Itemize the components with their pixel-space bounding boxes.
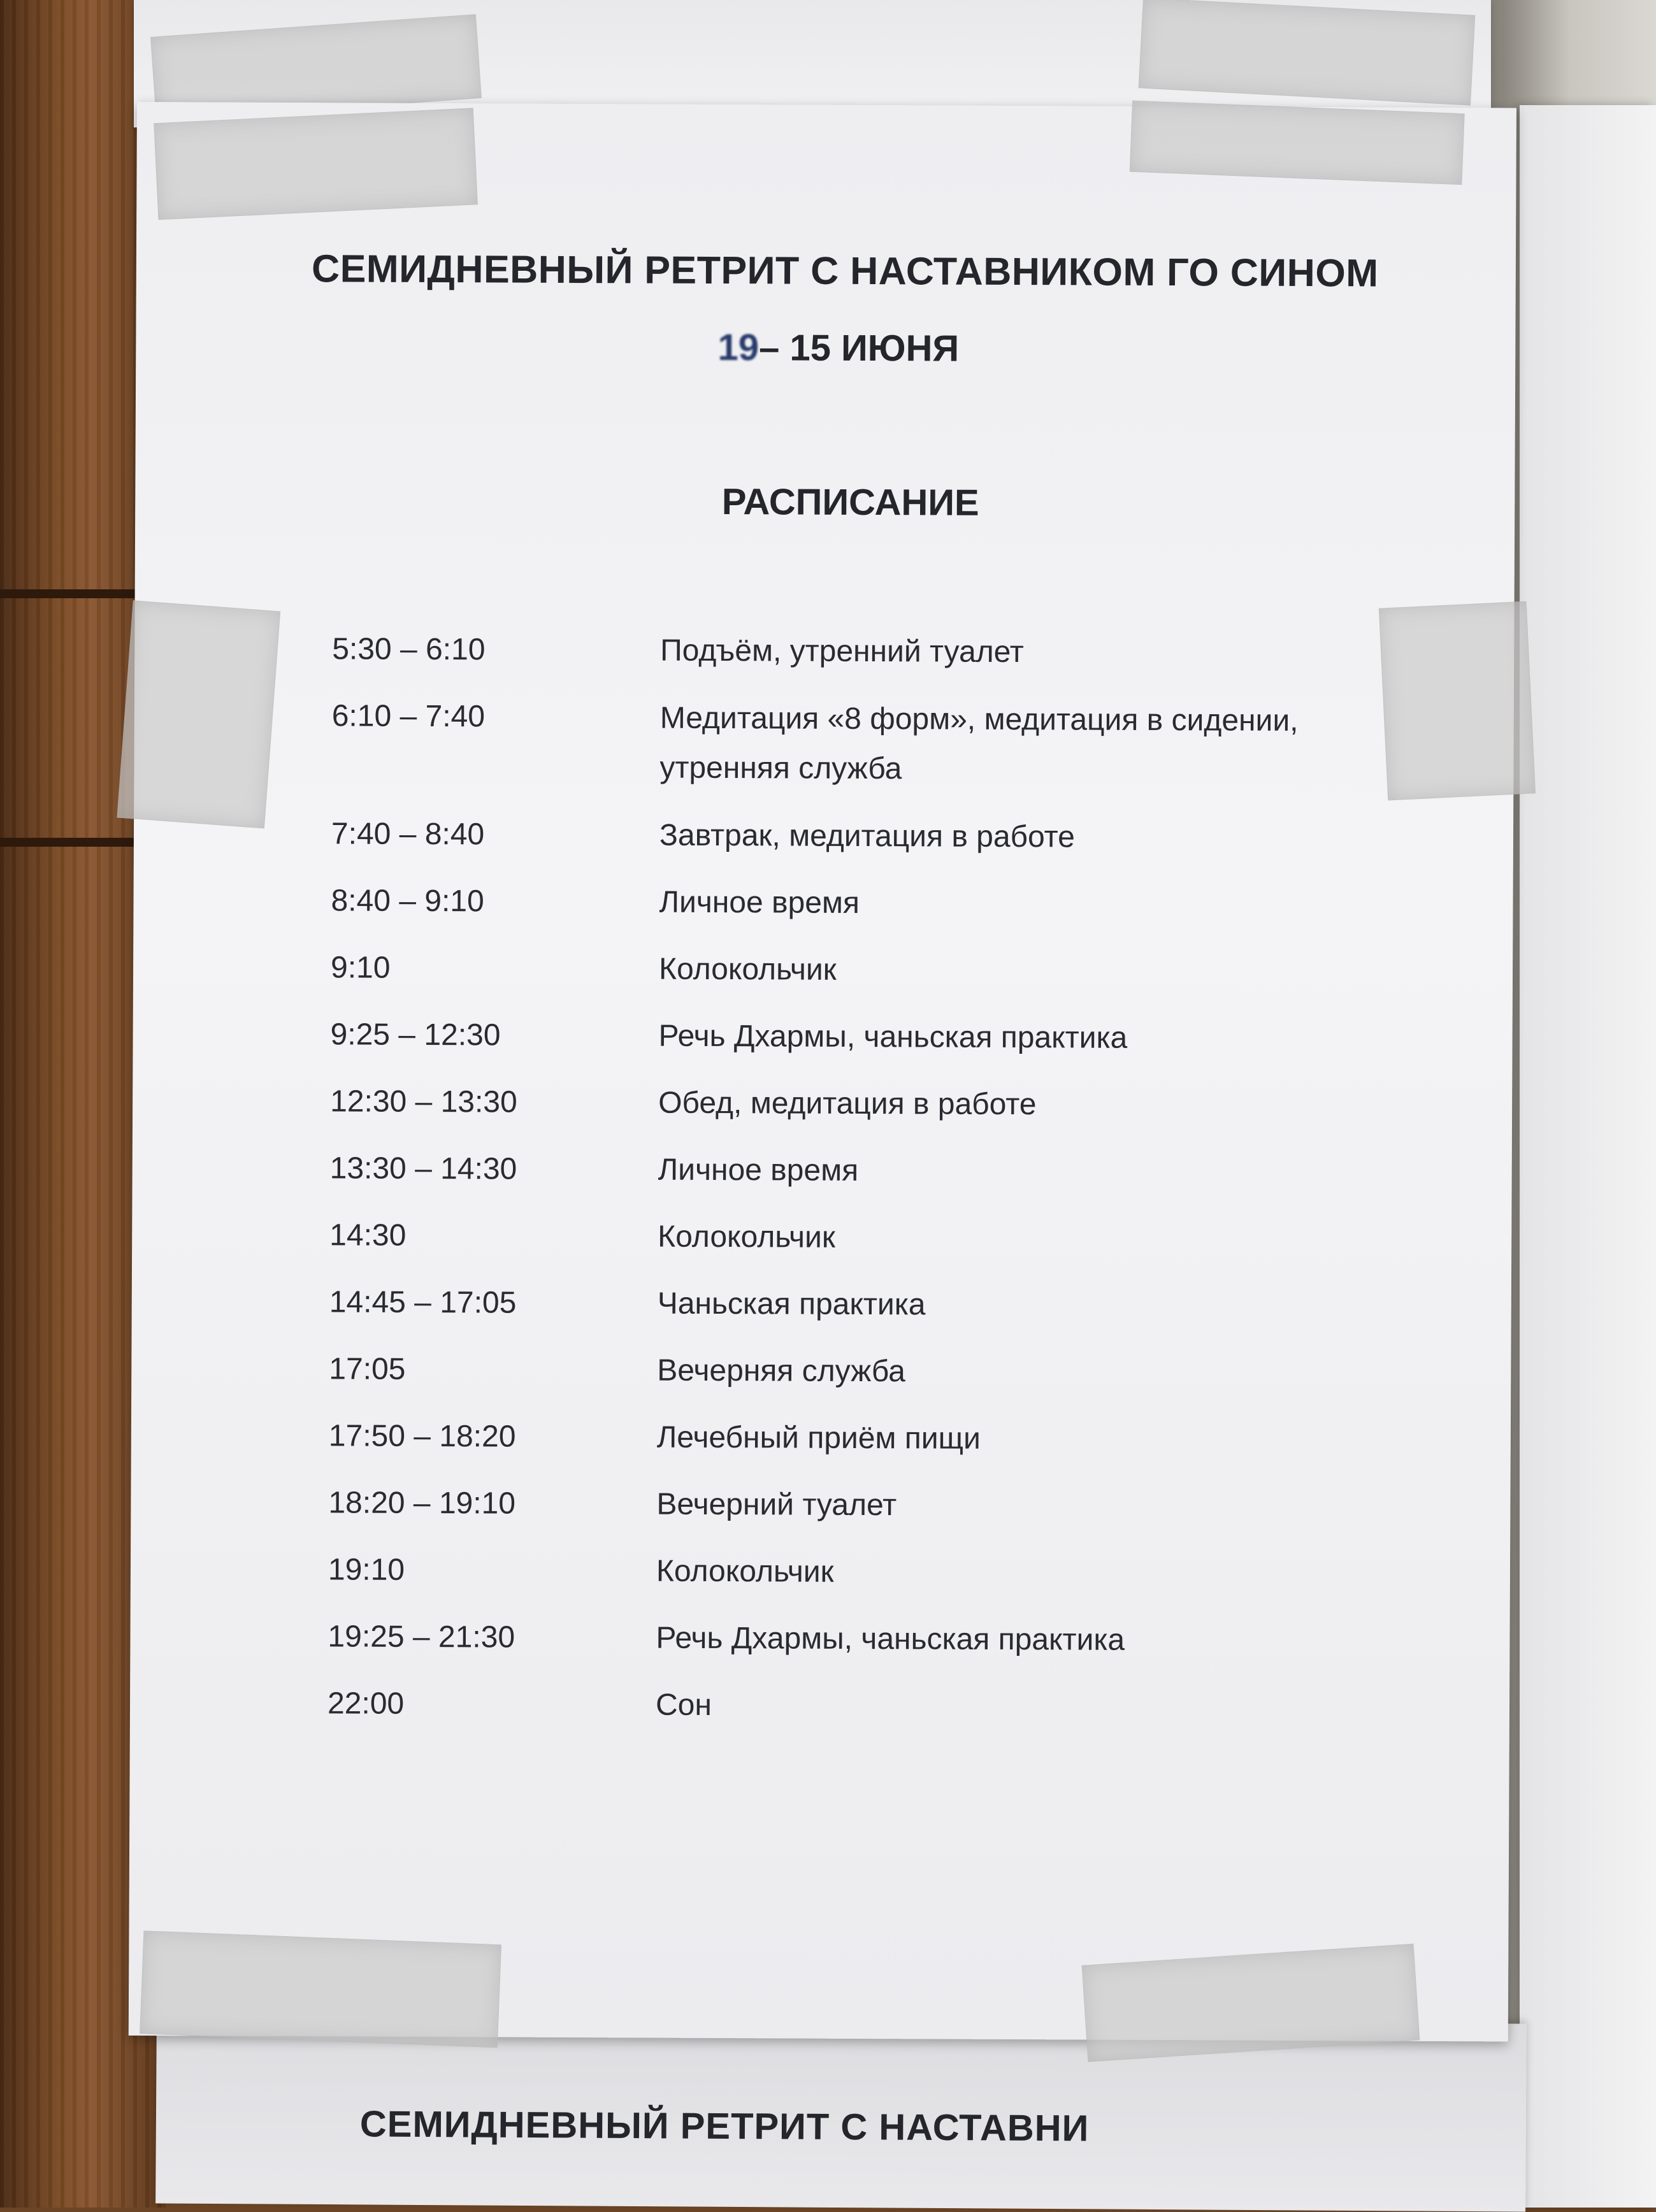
notice-title: СЕМИДНЕВНЫЙ РЕТРИТ С НАСТАВНИКОМ ГО СИНОМ: [311, 247, 1379, 295]
schedule-time: 7:40 – 8:40: [331, 817, 485, 852]
schedule-notice: [129, 102, 1516, 2041]
schedule-activity: Сон: [655, 1688, 712, 1722]
notice-dates: [136, 324, 1515, 372]
tape-strip: [154, 108, 478, 220]
schedule-row: [329, 1345, 1476, 1398]
schedule-row: [328, 1479, 1475, 1532]
schedule-time: 22:00: [327, 1686, 405, 1721]
schedule-activity: Подъём, утренний туалет: [660, 633, 1024, 670]
schedule-time: 5:30 – 6:10: [332, 632, 486, 667]
schedule-activity: Колокольчик: [658, 1219, 836, 1254]
schedule-row: [331, 877, 1478, 930]
tape-strip: [140, 1930, 501, 2048]
schedule-activity: Медитация «8 форм», медитация в сидении, утренняя служба: [659, 701, 1299, 786]
handwritten-correction: 19: [717, 326, 760, 369]
schedule-activity: Колокольчик: [656, 1554, 834, 1589]
schedule-row: [331, 692, 1479, 796]
schedule-time: 19:25 – 21:30: [328, 1620, 515, 1655]
schedule-table: [328, 625, 1480, 1751]
schedule-time: 17:05: [329, 1352, 406, 1386]
schedule-time: 8:40 – 9:10: [331, 884, 484, 919]
tape-strip: [117, 600, 280, 828]
schedule-row: [328, 1612, 1474, 1666]
schedule-row: [330, 1077, 1477, 1131]
schedule-row: [328, 1546, 1475, 1599]
schedule-time: 17:50 – 18:20: [328, 1419, 516, 1454]
schedule-row: [329, 1412, 1476, 1465]
schedule-activity: Личное время: [659, 885, 860, 920]
schedule-row: [330, 1144, 1477, 1198]
tape-strip: [1130, 101, 1465, 185]
schedule-activity: Чаньская практика: [657, 1286, 926, 1322]
schedule-activity: Завтрак, медитация в работе: [659, 818, 1076, 854]
schedule-row: [328, 1679, 1474, 1733]
schedule-row: [331, 944, 1478, 997]
next-sheet-title: СЕМИДНЕВНЫЙ РЕТРИТ С НАСТАВНИ: [359, 2103, 1090, 2150]
schedule-row: [329, 1211, 1476, 1265]
schedule-row: [332, 625, 1479, 679]
schedule-activity: Личное время: [658, 1153, 859, 1188]
schedule-time: 19:10: [328, 1553, 405, 1587]
schedule-activity: Речь Дхармы, чаньская практика: [656, 1621, 1125, 1657]
schedule-activity: Обед, медитация в работе: [658, 1086, 1037, 1122]
schedule-time: 6:10 – 7:40: [331, 699, 486, 734]
schedule-time: 18:20 – 19:10: [328, 1486, 516, 1521]
schedule-activity: Вечерняя служба: [657, 1353, 906, 1389]
schedule-activity: Речь Дхармы, чаньская практика: [658, 1019, 1128, 1055]
schedule-time: 14:30: [329, 1218, 407, 1253]
schedule-time: 14:45 – 17:05: [329, 1285, 517, 1320]
schedule-time: 12:30 – 13:30: [330, 1084, 517, 1119]
schedule-activity: Колокольчик: [658, 952, 837, 987]
schedule-row: [331, 810, 1478, 863]
schedule-heading: РАСПИСАНИЕ: [721, 481, 979, 524]
schedule-time: 13:30 – 14:30: [329, 1151, 517, 1186]
dates-rest: – 15 ИЮНЯ: [758, 327, 960, 370]
schedule-activity: Лечебный приём пищи: [656, 1420, 981, 1456]
adjacent-paper-sheet: [1520, 105, 1656, 2208]
tape-strip: [1139, 0, 1476, 106]
schedule-row: [330, 1010, 1477, 1064]
schedule-time: 9:25 – 12:30: [330, 1017, 501, 1052]
schedule-activity: Вечерний туалет: [656, 1487, 897, 1523]
schedule-row: [329, 1278, 1476, 1332]
schedule-time: 9:10: [330, 951, 391, 985]
